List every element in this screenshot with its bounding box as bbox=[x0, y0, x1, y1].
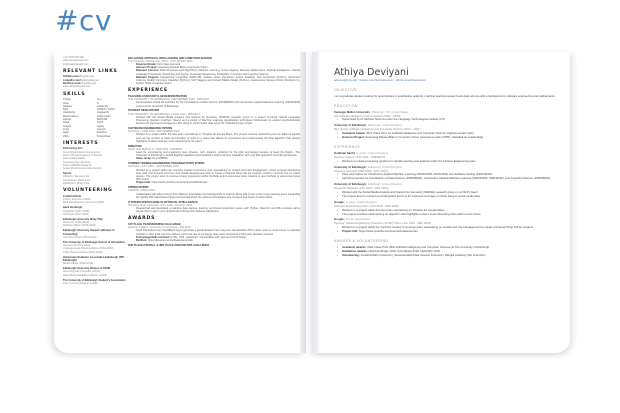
org-name: University of Edinburgh bbox=[334, 164, 366, 169]
education-degree: BSC (HONS) ARTIFICIAL INTELLIGENCE AND COMPUTER SCIENCE bbox=[128, 56, 213, 60]
role-dates: Summer Trainee Engineering Practicum (STEP) Intern (JUL 2019 - SEP 2019) bbox=[334, 221, 431, 226]
bullet-text: Lab Demonstrator for Foundations of Data Science (INFR08030), Introductory Applied Machine Learning (INFR10069, INFR11182), and Cognitive Science (INFR08020) bbox=[342, 176, 551, 181]
org-location: | Edinburgh, United Kingdom bbox=[366, 182, 403, 187]
bullet-item bbox=[334, 213, 562, 217]
volunteering-line: Class Representative (2018-2019) bbox=[63, 250, 103, 254]
skill-item: Spacy bbox=[97, 124, 105, 128]
volunteering-line: Recruitment Committee bbox=[63, 244, 91, 248]
interest-title: Performing Arts bbox=[63, 147, 83, 151]
volunteering-title: Edinburgh University Hoppers (Women in Computing) bbox=[63, 229, 115, 236]
cv-main-column bbox=[128, 55, 300, 247]
org-location: | Edinburgh, United Kingdom bbox=[366, 123, 403, 128]
detail-value: Data Structures and Algorithms, Machine Learning, Linear Algebra, Discrete Mathematics, Artificial Intelligence, Natural Language Processing, Reasoning and Agents, Automated Reasoning, Probability, Computer and Cognitive Science bbox=[136, 69, 300, 76]
award-label: Hackathon awards: bbox=[342, 248, 368, 253]
skill-item: AngularJS bbox=[97, 111, 109, 115]
skill-item: Agile bbox=[63, 131, 69, 135]
extra-label: Video recap: bbox=[136, 157, 152, 161]
award-item bbox=[334, 254, 562, 258]
org-location: | Edinburgh, United Kingdom bbox=[366, 164, 403, 169]
interest-line: Vocal (Performance Experience) bbox=[63, 150, 101, 154]
experience-desc: Lead the volunteering and organising team (finance, tech, logistics, publicity) for the sixth and largest iteration of Hack the Burgh - The University of Edinburgh's annual flagship hackathon and Scotland's largest 24-hour hackathon with over 600 applicants and 200 participants. bbox=[136, 151, 300, 158]
award-title: 2ND PLACE OVERALL & 3RD PLACE AMAZON AWS CHALLENGE bbox=[128, 243, 210, 247]
bullet-text: Worked on a project within the Geo team specializing on Timeline for Google Maps bbox=[342, 207, 445, 212]
bullet-text: Assessing Dataset Bias in Computer Vision (received a mark of 85%, classified as outstanding) bbox=[365, 135, 484, 140]
link-value: athiyadevyani bbox=[80, 82, 97, 86]
section-heading: AWARDS & VOLUNTEERING bbox=[334, 239, 389, 244]
experience-title: SPRING INTERN bbox=[128, 186, 149, 190]
experience-desc: Worked on a project within the YouTube Creator Commerce team specializing on Growth and User Engagement, which involved developing both back and frontend and front end mobile development work to create a Channel Shop Tab for creators, which is currently live for select regions. The project aims to improve creator experience within YouTube and to encourage more creators to use YouTube to expand and grow their brand. bbox=[136, 168, 300, 182]
award-label: Volunteering: bbox=[342, 252, 360, 257]
volunteering-title: Edinburgh University Women in STEM bbox=[63, 267, 111, 271]
page-edge-shadow bbox=[300, 52, 306, 353]
skill-item: Scikit-Learn bbox=[97, 114, 111, 118]
cv-preview-modern bbox=[312, 52, 570, 353]
extra-label: Technology/skills involved: bbox=[136, 235, 170, 239]
award-desc: Used information from WorldBank.org to generate a global disaster heat map and TransferWise API to allow users to send money to selected charities in their local currency without much loss due to exchange rates and untrustworthy third party donation services. bbox=[136, 229, 300, 236]
detail-label: Relevant Courses: bbox=[136, 69, 160, 73]
skill-item: C bbox=[97, 101, 99, 105]
experience-title: SOFTWARE ENGINEERING INTERN bbox=[128, 127, 172, 131]
volunteering-line: Peer Learning Support Leader bbox=[63, 281, 98, 285]
skill-item: Linux bbox=[63, 127, 70, 131]
volunteering-title: Edinburgh University Muay Thai bbox=[63, 217, 103, 221]
contact-line: +44 7000 000 000 bbox=[63, 56, 84, 59]
award-text: CodeFirstGirls (Instructor), GeneratorsEd (Data Science Instructor), Bangkit Academy (ML Instructor) bbox=[360, 252, 486, 257]
award-title: 1ST PLACE TRANSFERWISE CHALLENGE bbox=[128, 223, 181, 227]
experience-title: DIRECTOR bbox=[128, 144, 142, 148]
experience-extra bbox=[128, 181, 300, 184]
objective-text: I am a graduate student looking for opportunities in quantitative analysis, machine learning research and data science with a background in software engineering and mathematics. bbox=[334, 93, 556, 98]
extra-value[interactable]: https://www.youtube.com/user/JoshuaWeissman bbox=[151, 181, 208, 185]
page-title: #cv bbox=[55, 4, 112, 37]
detail-value: Handwriting recognition (MATLAB), Sudoku solver, Pentomino puzzle (Haskell), Unit conversion (Python), Sentiment Analysis, Reddit Comment Classifier (Python), NLP Tagging and Indirect Marble Model (Python), Autonomous Sunspot Robot (Robotics C), Python Trade Computer Vision bbox=[136, 75, 300, 86]
org-name: Google bbox=[334, 199, 344, 204]
volunteering-line: Volunteer (2017-2018) bbox=[63, 212, 89, 216]
skill-item: Flask bbox=[63, 121, 70, 125]
volunteering-line: Organiser (2017-2019) bbox=[63, 209, 90, 213]
skill-item: Java bbox=[63, 101, 69, 105]
contact-line: s1@hackthebugh.com bbox=[63, 62, 89, 66]
experience-sub: GOOGLE | JULY 2019 - SEPTEMBER 2019 bbox=[128, 165, 179, 169]
interest-line: Guitar (Performance Experience) bbox=[63, 167, 102, 171]
bullet-item bbox=[334, 118, 562, 122]
bullet-text: Worked on a project within the YouTube Creator Commerce team specializing on Growth and User Engagement to create a Channel Shop Tab for creators bbox=[342, 225, 534, 230]
org-name: University of Edinburgh bbox=[334, 123, 366, 128]
link-label: DevPost.com/ bbox=[63, 82, 81, 86]
link-value: athiyadevyani bbox=[78, 75, 95, 79]
volunteering-title: Hack the Burgh bbox=[63, 206, 83, 210]
bullet-text: Supervised by Dr Michael Shamos under the Language Technologies Institute (LTI) bbox=[342, 117, 445, 122]
cv-content bbox=[334, 67, 562, 258]
experience-title: SUMMER TRAINEE ENGINEERING PROGRAM (STEP) INTERN bbox=[128, 162, 205, 166]
volunteering-title: CodeFirstGirls bbox=[63, 194, 82, 198]
bullet-item bbox=[334, 195, 562, 199]
role-dates: Summer Analyst (JUN 2021 - PRESENT) bbox=[334, 154, 386, 159]
volunteering-title: The University of Edinburgh School of Informatics bbox=[63, 240, 125, 244]
experience-title: TEACHING ASSISTANT (LAB DEMONSTRATOR) bbox=[128, 95, 188, 99]
experience-title: IT INTERN SPECIALISING IN ARTIFICIAL INTELLIGENCE bbox=[128, 200, 198, 204]
link-value: www.athiyadevyani.com bbox=[63, 85, 91, 89]
relevant-link[interactable] bbox=[63, 85, 129, 88]
section-heading: EXPERIENCE bbox=[334, 144, 361, 149]
volunteering-line: Internship Fair Presenter (2019) bbox=[63, 270, 100, 274]
cv-preview-classic bbox=[54, 52, 306, 353]
org-location: | Zurich, Switzerland bbox=[344, 217, 370, 222]
skill-item: TensorFlow bbox=[97, 134, 111, 138]
role-dates: BSc (Hons) Artificial Intelligence and Computer Science (2017 - 2021) bbox=[334, 127, 421, 132]
volunteering-title: The University of Edinburgh Student's Association bbox=[63, 278, 126, 282]
skill-item: Django bbox=[63, 118, 72, 122]
skill-item: Haskell bbox=[63, 104, 72, 108]
bullet-text: Tutor and marker for Introductory Applied Machine Learning (INFR10069, INFR11182) and Software Testing (INFR11032) bbox=[342, 172, 492, 177]
award-text: HackCambridge 2019, OxfordHack 2018, HackUPC 2018 bbox=[368, 248, 440, 253]
volunteering-line: Interview Coach (2019-2020) bbox=[63, 235, 97, 239]
bullet-text: https://www.youtube.com/user/joshuaweissman bbox=[358, 229, 418, 234]
education-sub: The University of Edinburgh | 2017 - 2021 (EXPECTED) bbox=[128, 59, 193, 63]
bullet-item bbox=[334, 230, 562, 234]
cv-name: Athiya Deviyani bbox=[334, 67, 409, 78]
extra-value: https://devpost.com/software/send-help bbox=[147, 239, 194, 243]
award-text: 2021 Class Prize (BSc Artificial Intelligence and Computer Science) at The University of Edinburgh bbox=[367, 245, 490, 249]
volunteering-line: Web Development Instructor (2020) bbox=[63, 201, 105, 205]
section-heading: EXPERIENCE bbox=[128, 88, 168, 94]
interest-line: Kickboxing, Muay Thai bbox=[63, 181, 90, 185]
award-extra bbox=[128, 239, 300, 242]
skill-item: MATLAB bbox=[97, 118, 108, 122]
skill-item: Python bbox=[63, 98, 72, 102]
experience-extra bbox=[128, 157, 300, 160]
skill-item: C++ bbox=[97, 98, 102, 102]
volunteering-title: Indonesian Students' Association Edinburgh (PPI Edinburgh) bbox=[63, 255, 124, 262]
interest-line: Competitive, Badminton bbox=[63, 178, 91, 182]
experience-desc: Researched and developed a real-time face capture, training, and facial recognition system with Python, OpenCV, and dlib complete with a simple GUI to aid in more targeted advertising and customer satisfaction. bbox=[136, 207, 300, 214]
org-location: | Pittsburgh, PA, United States bbox=[370, 109, 409, 114]
interest-line: Contemporary, Hip Hop bbox=[63, 160, 91, 164]
skill-item: SQL bbox=[63, 108, 69, 112]
org-name: Goldman Sachs bbox=[334, 150, 356, 155]
role-dates: Software Engineering Intern (JUN 2020 - SEP 2020) bbox=[334, 203, 399, 208]
extra-value: HTML, CSS, JavaScript, TransferWise API, web and UI/UX design bbox=[170, 235, 247, 239]
extra-label: Project link: bbox=[136, 181, 151, 185]
org-name: Google bbox=[334, 217, 344, 222]
skill-item: Gensim bbox=[97, 127, 106, 131]
interest-title: Sports bbox=[63, 172, 72, 176]
experience-sub: THE UNIVERSITY OF EDINBURGH | SEPTEMBER 2020 - PRESENT bbox=[128, 98, 210, 102]
bullet-text: The project aims to expand psycholinguistic lexicons for improved coverage of online slang in social media data bbox=[342, 193, 480, 198]
volunteering-line: Media Officer (2018-2019) bbox=[63, 262, 94, 266]
experience-sub: THE UNIVERSITY OF EDINBURGH | JUNE 2020 - PRESENT bbox=[128, 112, 200, 116]
section-heading: OBJECTIVE bbox=[334, 87, 357, 92]
detail-value: First Class Honours bbox=[157, 63, 181, 66]
volunteering-line: Treasurer (2020-2021) bbox=[63, 221, 89, 225]
contact-line: athiyadev@gmail.com bbox=[63, 59, 89, 63]
cv-sidebar bbox=[63, 56, 129, 285]
org-name: Carnegie Mellon University bbox=[334, 109, 370, 114]
detail-label: Expected Grade: bbox=[136, 63, 157, 66]
experience-sub: AMAZON | APRIL 2019 bbox=[128, 189, 155, 193]
org-name: University of Edinburgh bbox=[334, 182, 366, 187]
experience-title: STUDENT RESEARCHER bbox=[128, 109, 160, 113]
experience-sub: The Body Shop Indonesia | JULY 2018 - AUGUST 2018 bbox=[128, 203, 192, 207]
interest-line: Dance (Royal Academy of Dance) bbox=[63, 154, 103, 158]
org-location: | London, United Kingdom bbox=[355, 150, 389, 155]
link-label: GitHub.com/ bbox=[63, 75, 79, 79]
bullet-label: Project link: bbox=[342, 229, 359, 234]
section-heading: INTERESTS bbox=[63, 140, 99, 146]
award-sub: HackCambridge4, University of Cambridge | JAN 2019 bbox=[128, 226, 191, 230]
skill-item: Jupyter bbox=[63, 124, 72, 128]
org-location: | London, United Kingdom bbox=[344, 199, 377, 204]
skill-item: FastText bbox=[97, 131, 107, 135]
extra-label: DevPost: bbox=[136, 239, 148, 243]
section-heading: VOLUNTEERING bbox=[63, 188, 113, 194]
bullet-item bbox=[334, 177, 562, 181]
education-detail bbox=[128, 76, 300, 86]
volunteering-line: Undergraduate Representative (2019-2020) bbox=[63, 247, 114, 251]
interest-line: Intermediate Ballet bbox=[63, 157, 85, 161]
volunteering-line: Python Instructor (2020) bbox=[63, 198, 91, 202]
skill-item: React Native bbox=[63, 114, 78, 118]
link-value: in/athiyadevyani bbox=[80, 78, 100, 82]
role-dates: Teaching Assistant (SEP 2020 - MAY 2021) bbox=[334, 168, 388, 173]
detail-label: Relevant Projects: bbox=[136, 75, 160, 79]
volunteering-line: Publicity Officer (2019-2020) bbox=[63, 224, 96, 228]
skills-grid bbox=[63, 98, 129, 138]
role-dates: Research Assistant (JUN 2020 - MAY 2021) bbox=[334, 186, 389, 191]
skill-item: Assembly bbox=[97, 104, 109, 108]
bullet-text: The project involves implementing an algorithm that highlights a user's most interesting visits within a time frame bbox=[342, 211, 481, 216]
bullet-text: Worked with the Social Media Analysis and Support for Humanity (SMASH) research group on an NLP project bbox=[342, 190, 478, 195]
bullet-text: Worked on a data processing pipeline for capital reporting and analysis under the Finance Engineering team bbox=[342, 158, 476, 163]
skill-item: HTML5 / CSS3 bbox=[97, 108, 115, 112]
experience-desc: Worked on a project within the Geo team specializing on Timeline for Google Maps. The project involves researching into the different signals such as the number of visits and duration of visits to a place that affects its importance and implementing the final algorithm that selects highlights of places that are most interesting for the users. bbox=[136, 133, 300, 143]
interest-line: Athletics, Tae kwon Do bbox=[63, 175, 90, 179]
experience-desc: Collaborated with fellow interns from different universities and backgrounds to build an Alexa skill (a two-mode song guessing game integrating the Spotify API called Alexa Sings) and learned about the various technologies and concepts that power Amazon Alexa. bbox=[136, 192, 300, 199]
detail-label: Honours Project: bbox=[136, 66, 158, 70]
bullet-label: Academic Award: bbox=[342, 131, 366, 136]
bullet-label: Honours Project: bbox=[342, 135, 365, 140]
page-edge-shadow bbox=[312, 52, 319, 353]
volunteering-line: Hello World Hackathon Mentor (2019) bbox=[63, 273, 107, 277]
contact-links[interactable]: adeviyan@cmu.edu · linkedin.com/in/athiyadeviyani · github.com/athiyadeviyani bbox=[334, 79, 426, 82]
role-dates: MS Artificial Intelligence and Innovation (2021 - 2023) bbox=[334, 113, 401, 118]
link-label: LinkedIn.com/ bbox=[63, 78, 81, 82]
section-heading: EDUCATION bbox=[334, 103, 358, 108]
interest-line: Piano (ABRSM Grade 5) bbox=[63, 163, 92, 167]
experience-desc: Worked with the Social Media Analysis and Support for Humanity (SMASH) research group on a project involving Natural Language Processing (Gensim, FastText, Spacy) and a variety of Machine Learning classification techniques (Scikit-learn) to expand psycholinguistic lexicons for improved coverage of online slang in social media data using the UrbanDictionary corpus. bbox=[136, 115, 300, 126]
extra-value[interactable]: bit.ly/3c8f6Ru bbox=[152, 157, 168, 161]
bullet-text: 2021 Class Prize for Artificial Intelligence and Computer Science (highest overall mark) bbox=[366, 131, 474, 136]
section-heading: RELEVANT LINKS bbox=[63, 68, 118, 74]
skill-item: NLTK bbox=[97, 121, 104, 125]
experience-sub: GOOGLE | JUNE 2020 - SEPTEMBER 2020 bbox=[128, 130, 180, 134]
detail-value: Assessing Dataset Bias in Computer Vision bbox=[157, 66, 208, 70]
award-label: Academic awards: bbox=[342, 245, 367, 249]
section-heading: SKILLS bbox=[63, 91, 86, 97]
section-heading: AWARDS bbox=[128, 216, 156, 222]
skill-item: JavaScript bbox=[63, 111, 76, 115]
experience-desc: Demonstrated virtual lab sessions for the Foundations of Data Science (INFR08030) and Introductory Applied Machine Learning (INFR10069) course at the University of Edinburgh. bbox=[136, 101, 300, 108]
bullet-item bbox=[334, 160, 562, 164]
bullet-item bbox=[334, 136, 562, 140]
experience-sub: HACK THE BURGH VI | SEP 2019 - PRESENT bbox=[128, 147, 183, 151]
skill-item: JIRA bbox=[63, 134, 69, 138]
